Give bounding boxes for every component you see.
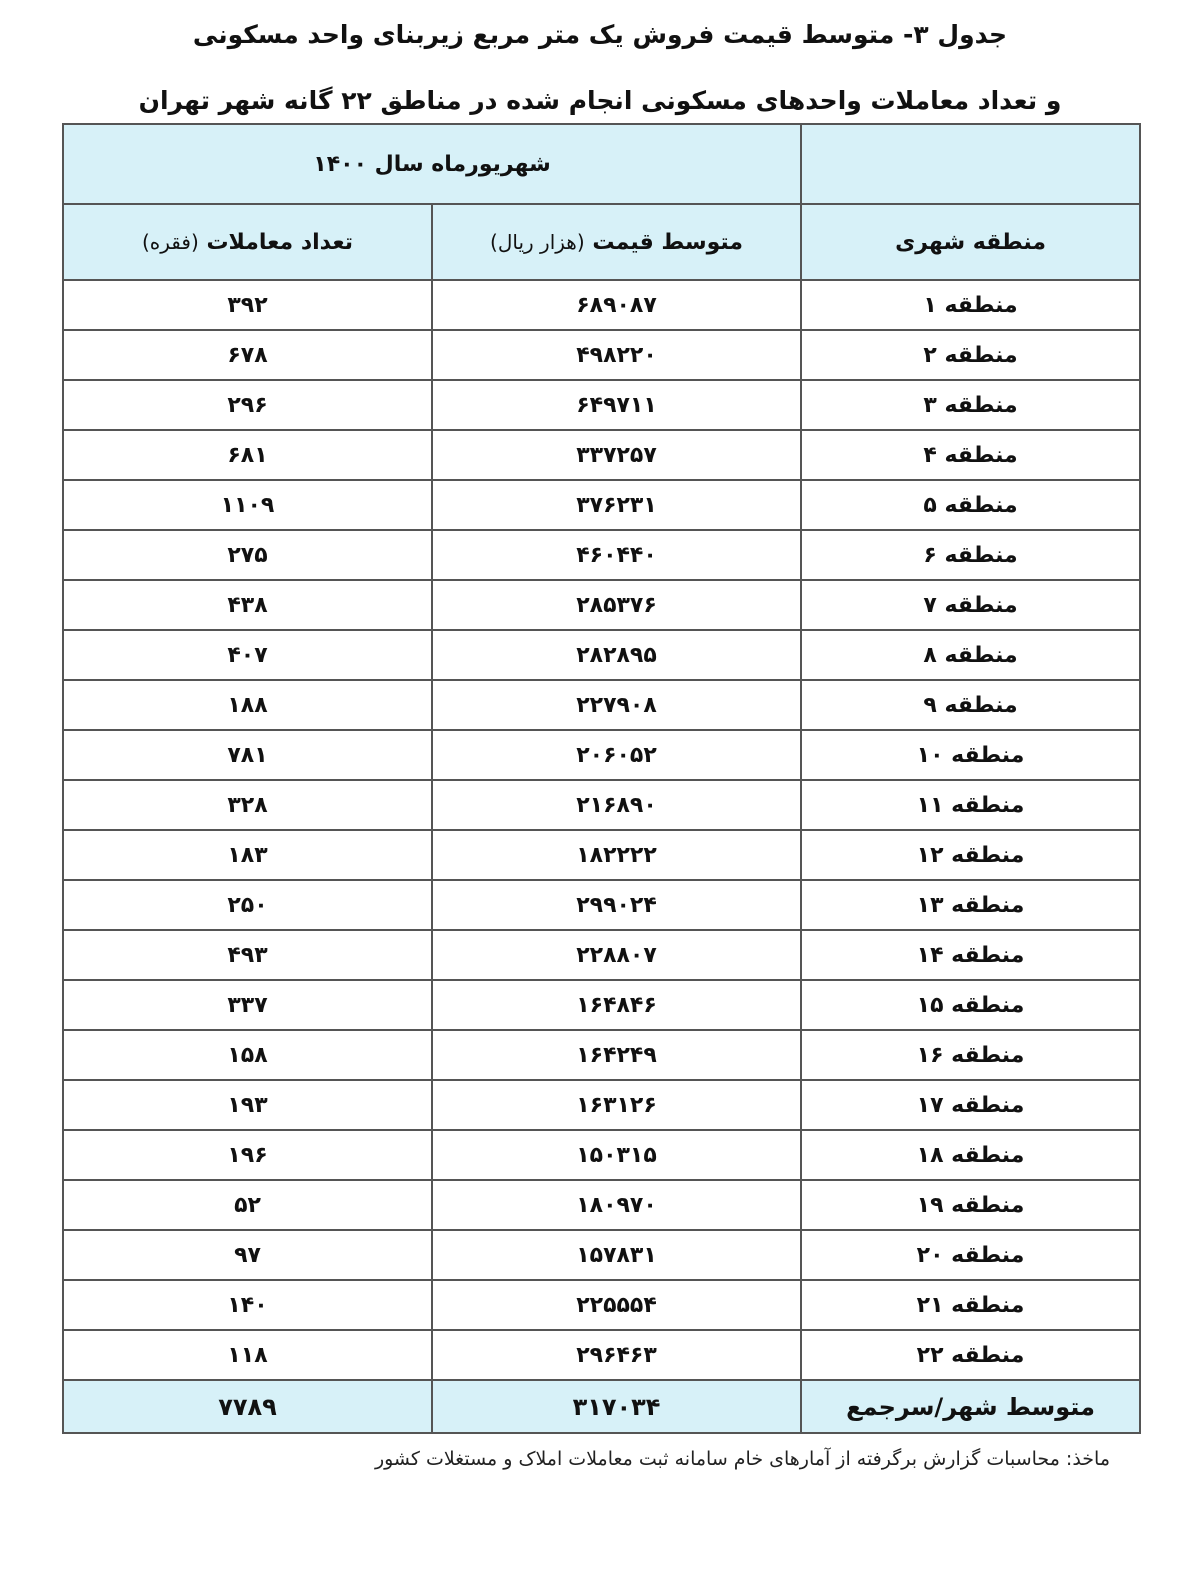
district-cell: منطقه ۲۲ <box>801 1330 1140 1380</box>
column-header-district <box>801 204 1140 280</box>
table-row <box>63 730 1140 780</box>
count-cell: ۳۲۸ <box>63 780 432 830</box>
table-row <box>63 1230 1140 1280</box>
count-cell: ۴۳۸ <box>63 580 432 630</box>
table-row <box>63 780 1140 830</box>
table-row <box>63 680 1140 730</box>
price-cell: ۴۶۰۴۴۰ <box>432 530 801 580</box>
count-cell: ۱۱۸ <box>63 1330 432 1380</box>
total-price-cell: ۳۱۷۰۳۴ <box>432 1380 801 1433</box>
district-cell: منطقه ۲۰ <box>801 1230 1140 1280</box>
table-row <box>63 830 1140 880</box>
header-empty-cell <box>801 124 1140 204</box>
price-cell: ۲۸۵۳۷۶ <box>432 580 801 630</box>
column-header-price <box>432 204 801 280</box>
table-row <box>63 1280 1140 1330</box>
count-cell: ۴۹۳ <box>63 930 432 980</box>
price-cell: ۱۶۴۲۴۹ <box>432 1030 801 1080</box>
price-cell: ۱۶۴۸۴۶ <box>432 980 801 1030</box>
price-cell: ۱۵۷۸۳۱ <box>432 1230 801 1280</box>
table-row <box>63 930 1140 980</box>
table-row <box>63 880 1140 930</box>
price-cell: ۳۳۷۲۵۷ <box>432 430 801 480</box>
count-cell: ۱۹۳ <box>63 1080 432 1130</box>
price-cell: ۲۹۶۴۶۳ <box>432 1330 801 1380</box>
table-row <box>63 1180 1140 1230</box>
table-row <box>63 1030 1140 1080</box>
price-cell: ۳۷۶۲۳۱ <box>432 480 801 530</box>
price-cell: ۲۲۸۸۰۷ <box>432 930 801 980</box>
count-cell: ۱۱۰۹ <box>63 480 432 530</box>
total-count-cell: ۷۷۸۹ <box>63 1380 432 1433</box>
district-cell: منطقه ۱۵ <box>801 980 1140 1030</box>
period-header-row <box>63 124 1140 204</box>
price-cell: ۱۸۲۲۲۲ <box>432 830 801 880</box>
table-title-line2: و تعداد معاملات واحدهای مسکونی انجام شده در مناطق ۲۲ گانه شهر تهران <box>138 86 1062 115</box>
column-header-district-label: منطقه شهری <box>895 229 1046 255</box>
table-row <box>63 1330 1140 1380</box>
price-cell: ۶۴۹۷۱۱ <box>432 380 801 430</box>
source-note: ماخذ: محاسبات گزارش برگرفته از آمارهای خام سامانه ثبت معاملات املاک و مستغلات کشور <box>374 1448 1110 1470</box>
district-cell: منطقه ۴ <box>801 430 1140 480</box>
count-cell: ۴۰۷ <box>63 630 432 680</box>
district-cell: منطقه ۶ <box>801 530 1140 580</box>
table-row <box>63 480 1140 530</box>
district-cell: منطقه ۱۲ <box>801 830 1140 880</box>
district-cell: منطقه ۱۶ <box>801 1030 1140 1080</box>
count-cell: ۵۲ <box>63 1180 432 1230</box>
table-title-line1: جدول ۳- متوسط قیمت فروش یک متر مربع زیربنای واحد مسکونی <box>192 20 1008 49</box>
count-cell: ۷۸۱ <box>63 730 432 780</box>
district-cell: منطقه ۹ <box>801 680 1140 730</box>
period-header: شهریورماه سال ۱۴۰۰ <box>63 124 801 204</box>
count-cell: ۱۵۸ <box>63 1030 432 1080</box>
count-cell: ۳۹۲ <box>63 280 432 330</box>
price-cell: ۱۶۳۱۲۶ <box>432 1080 801 1130</box>
total-label-cell: متوسط شهر/سرجمع <box>801 1380 1140 1433</box>
count-cell: ۶۷۸ <box>63 330 432 380</box>
count-cell: ۱۹۶ <box>63 1130 432 1180</box>
table-row <box>63 630 1140 680</box>
district-cell: منطقه ۲۱ <box>801 1280 1140 1330</box>
district-cell: منطقه ۸ <box>801 630 1140 680</box>
column-header-count-unit: (فقره) <box>141 229 199 254</box>
table-row <box>63 1080 1140 1130</box>
price-cell: ۲۰۶۰۵۲ <box>432 730 801 780</box>
count-cell: ۱۴۰ <box>63 1280 432 1330</box>
table-row <box>63 330 1140 380</box>
district-cell: منطقه ۱۴ <box>801 930 1140 980</box>
district-cell: منطقه ۱۰ <box>801 730 1140 780</box>
count-cell: ۳۳۷ <box>63 980 432 1030</box>
price-cell: ۱۸۰۹۷۰ <box>432 1180 801 1230</box>
district-cell: منطقه ۳ <box>801 380 1140 430</box>
table-row <box>63 430 1140 480</box>
table-row <box>63 980 1140 1030</box>
district-cell: منطقه ۷ <box>801 580 1140 630</box>
price-cell: ۲۲۵۵۵۴ <box>432 1280 801 1330</box>
count-cell: ۱۸۳ <box>63 830 432 880</box>
column-header-count-label: تعداد معاملات <box>206 229 354 255</box>
column-header-count <box>63 204 432 280</box>
district-cell: منطقه ۵ <box>801 480 1140 530</box>
count-cell: ۶۸۱ <box>63 430 432 480</box>
district-cell: منطقه ۱۸ <box>801 1130 1140 1180</box>
count-cell: ۲۵۰ <box>63 880 432 930</box>
district-cell: منطقه ۱۳ <box>801 880 1140 930</box>
count-cell: ۹۷ <box>63 1230 432 1280</box>
column-header-price-unit: (هزار ریال) <box>490 229 585 254</box>
column-header-price-label: متوسط قیمت <box>592 229 743 255</box>
price-cell: ۲۲۷۹۰۸ <box>432 680 801 730</box>
price-cell: ۴۹۸۲۲۰ <box>432 330 801 380</box>
price-cell: ۱۵۰۳۱۵ <box>432 1130 801 1180</box>
district-cell: منطقه ۱۷ <box>801 1080 1140 1130</box>
table-row <box>63 380 1140 430</box>
price-cell: ۶۸۹۰۸۷ <box>432 280 801 330</box>
price-cell: ۲۱۶۸۹۰ <box>432 780 801 830</box>
price-cell: ۲۸۲۸۹۵ <box>432 630 801 680</box>
district-cell: منطقه ۱۱ <box>801 780 1140 830</box>
column-header-row <box>63 204 1140 280</box>
district-cell: منطقه ۱ <box>801 280 1140 330</box>
count-cell: ۲۷۵ <box>63 530 432 580</box>
table-row <box>63 580 1140 630</box>
table-row <box>63 280 1140 330</box>
table-row <box>63 1130 1140 1180</box>
district-cell: منطقه ۲ <box>801 330 1140 380</box>
total-row <box>63 1380 1140 1433</box>
count-cell: ۱۸۸ <box>63 680 432 730</box>
table-row <box>63 530 1140 580</box>
price-cell: ۲۹۹۰۲۴ <box>432 880 801 930</box>
housing-price-table <box>62 123 1141 1434</box>
district-cell: منطقه ۱۹ <box>801 1180 1140 1230</box>
count-cell: ۲۹۶ <box>63 380 432 430</box>
